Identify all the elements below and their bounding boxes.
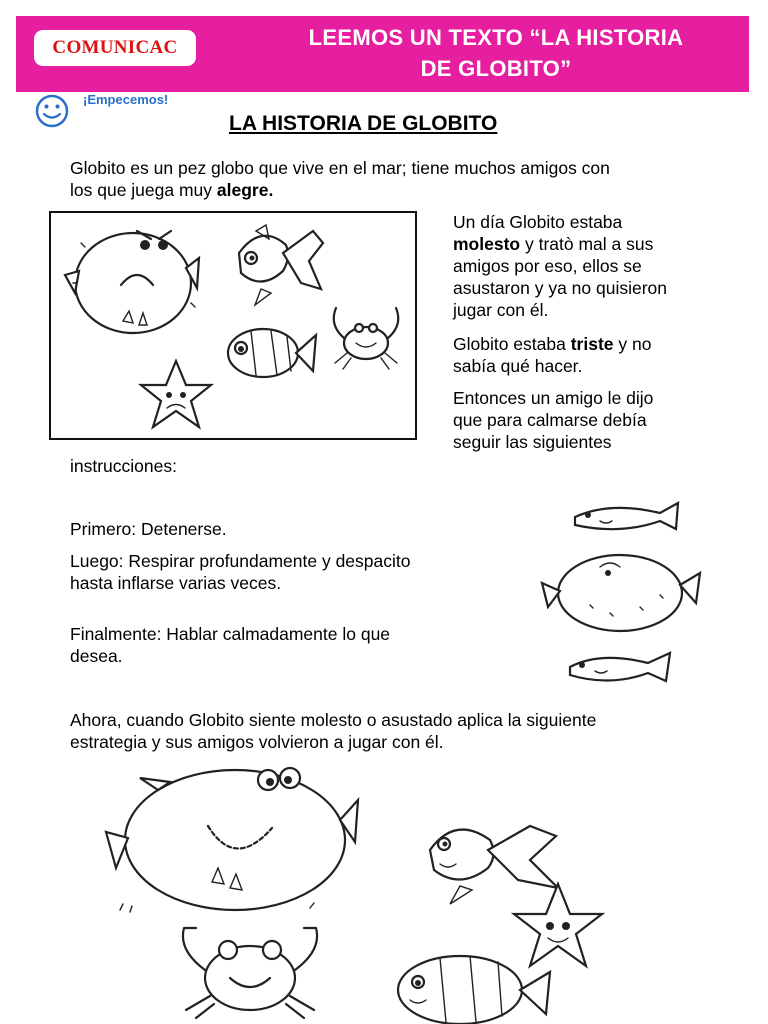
happy-starfish-illustration: [514, 884, 602, 966]
paragraph-4-line2: que para calmarse debía: [453, 410, 647, 430]
happy-clownfish-illustration: [398, 956, 550, 1024]
crab-illustration: [334, 308, 398, 369]
header-banner: [16, 16, 749, 92]
header-title-line2: DE GLOBITO”: [420, 56, 572, 81]
paragraph-5: [70, 709, 720, 753]
header-title: [256, 22, 736, 84]
subject-badge: COMUNICAC: [34, 30, 196, 66]
paragraph-2-line5: jugar con él.: [453, 300, 549, 320]
inflated-pufferfish-illustration: [542, 555, 700, 631]
step-3-line1: Finalmente: Hablar calmadamente lo que: [70, 624, 391, 644]
clownfish-illustration: [228, 329, 316, 377]
step-2: [70, 550, 411, 594]
scared-fish-illustration: [239, 225, 323, 305]
paragraph-2-line2: molesto y tratò mal a sus: [453, 234, 654, 254]
paragraph-3-line2: sabía qué hacer.: [453, 356, 583, 376]
paragraph-3-line1: Globito estaba triste y no: [453, 334, 652, 354]
small-fish-bottom-illustration: [570, 653, 670, 681]
happy-friends-left-illustration: [100, 760, 370, 1024]
header-title-line1: LEEMOS UN TEXTO “LA HISTORIA: [308, 25, 684, 50]
happy-fish-illustration: [430, 826, 558, 904]
paragraph-4: [453, 387, 653, 453]
happy-pufferfish-illustration: [106, 768, 358, 912]
paragraph-1: [70, 157, 610, 201]
paragraph-2-line1: Un día Globito estaba: [453, 212, 623, 232]
smiley-icon: [34, 93, 70, 129]
paragraph-5-line2: estrategia y sus amigos volvieron a jugar con él.: [70, 732, 444, 752]
paragraph-2-line3: amigos por eso, ellos se: [453, 256, 642, 276]
paragraph-4-line1: Entonces un amigo le dijo: [453, 388, 654, 408]
paragraph-2-line4: asustaron y ya no quisieron: [453, 278, 668, 298]
angry-pufferfish-illustration: [65, 231, 199, 333]
sad-starfish-illustration: [141, 361, 211, 427]
paragraph-3: [453, 333, 651, 377]
small-fish-top-illustration: [575, 503, 678, 529]
story-title: LA HISTORIA DE GLOBITO: [229, 112, 498, 135]
paragraph-1-line2: los que juega muy alegre.: [70, 180, 274, 200]
step-3-line2: desea.: [70, 646, 123, 666]
sad-friends-illustration: [51, 213, 414, 437]
happy-crab-illustration: [183, 928, 317, 1018]
paragraph-4-line4: instrucciones:: [70, 456, 177, 476]
happy-friends-right-illustration: [380, 790, 640, 1024]
step-3: [70, 623, 390, 667]
paragraph-1-line1: Globito es un pez globo que vive en el mar; tiene muchos amigos con: [70, 158, 610, 178]
step-2-line2: hasta inflarse varias veces.: [70, 573, 282, 593]
paragraph-5-line1: Ahora, cuando Globito siente molesto o asustado aplica la siguiente: [70, 710, 597, 730]
paragraph-4-line3: seguir las siguientes: [453, 432, 612, 452]
sad-friends-illustration-frame: [49, 211, 417, 440]
breathing-pufferfish-illustration: [530, 495, 710, 695]
step-2-line1: Luego: Respirar profundamente y despacito: [70, 551, 411, 571]
step-1: Primero: Detenerse.: [70, 519, 227, 539]
intro-label: ¡Empecemos!: [83, 92, 169, 107]
paragraph-2: [453, 211, 667, 321]
